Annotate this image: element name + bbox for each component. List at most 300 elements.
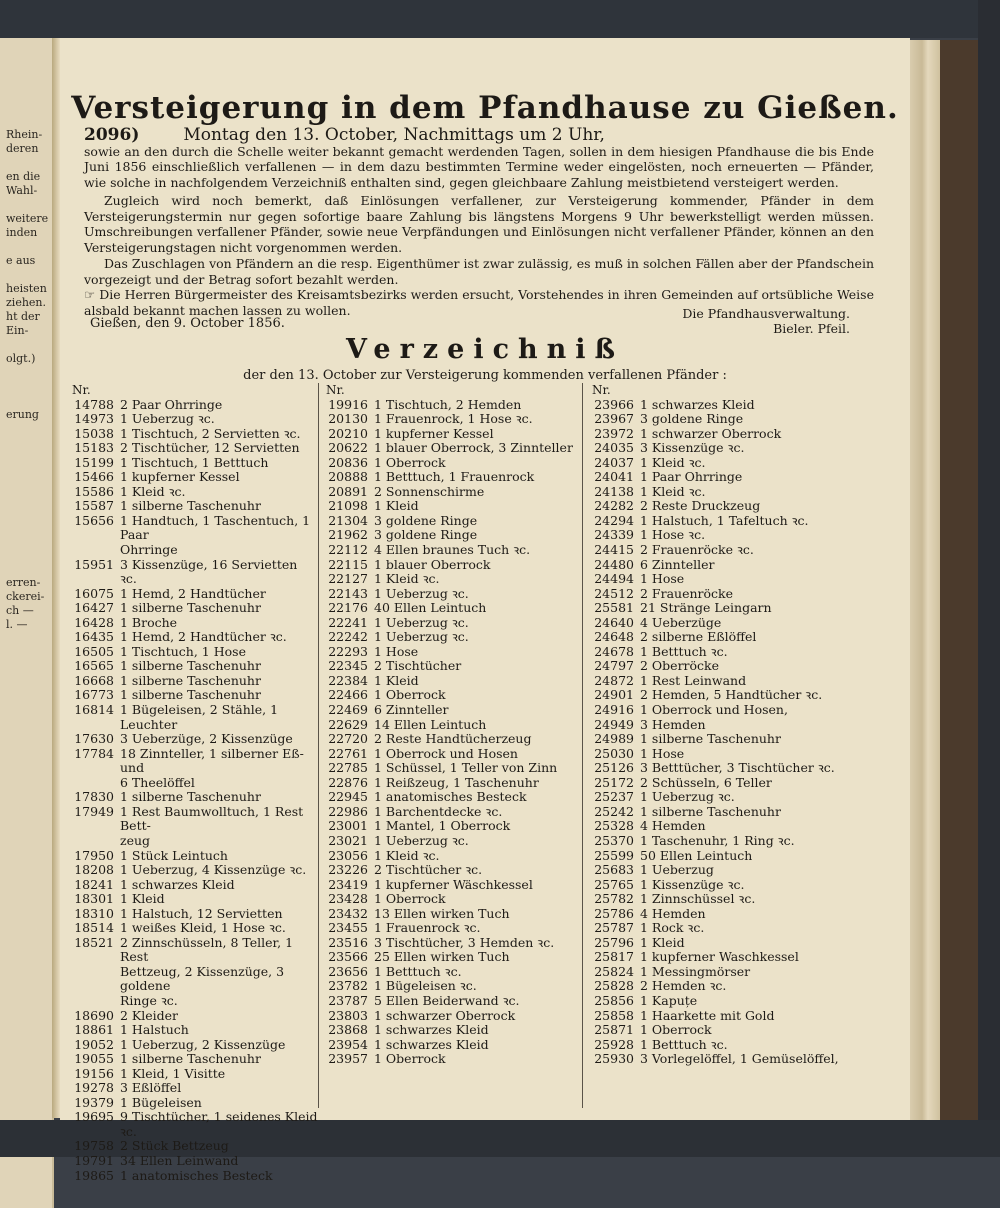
pledge-item: 2 Reste Druckzeug: [640, 498, 761, 514]
pledge-number: 20836: [328, 454, 368, 470]
pledge-number: 24494: [594, 571, 634, 587]
margin-fragment-line: [0, 436, 52, 450]
pledge-number: 24678: [594, 643, 634, 659]
margin-fragment-line: [0, 506, 52, 520]
margin-fragment-line: erren-: [6, 576, 41, 589]
pledge-item: 1 Mantel, 1 Oberrock: [374, 818, 511, 834]
margin-fragment-line: l. —: [6, 618, 28, 631]
pledge-item: 3 Hemden: [640, 716, 706, 732]
pledge-item: 3 Kissenzüge ꝛc.: [640, 440, 745, 456]
pledge-number: 17949: [74, 803, 114, 819]
pledge-row: [66, 834, 318, 849]
pledge-number: 24989: [594, 731, 634, 747]
pledge-item: 1 Bügeleisen ꝛc.: [374, 978, 477, 994]
pledge-item: 1 Ueberzug ꝛc.: [120, 411, 215, 427]
pledge-row: [586, 601, 858, 616]
pledge-row: [66, 485, 318, 500]
nr-header: Nr.: [326, 383, 345, 397]
pledge-item: 1 Hemd, 2 Handtücher ꝛc.: [120, 629, 287, 645]
pledge-row: [586, 921, 858, 936]
pledge-item: 1 Oberrock: [374, 687, 446, 703]
pledge-row: [586, 645, 858, 660]
pledge-row: [66, 1038, 318, 1053]
pledge-row: [586, 1052, 858, 1067]
pledge-row: [320, 747, 582, 762]
pledge-number: 23566: [328, 949, 368, 965]
pledge-item: 1 Oberrock: [374, 1051, 446, 1067]
pledge-number: 25817: [594, 949, 634, 965]
pledge-number: 25782: [594, 891, 634, 907]
pledge-row: [66, 456, 318, 471]
nr-header: Nr.: [592, 383, 611, 397]
pledge-item: 1 Halstuch: [120, 1022, 189, 1038]
pledge-item: 1 Handtuch, 1 Taschentuch, 1 Paar: [120, 512, 311, 543]
pledge-item: 1 Kleid: [120, 891, 165, 907]
pledge-number: 24037: [594, 454, 634, 470]
pledge-item: 3 goldene Ringe: [374, 512, 478, 528]
pledge-row: [66, 1023, 318, 1038]
pledge-item: 1 blauer Oberrock: [374, 556, 491, 572]
pledge-number: 15199: [74, 454, 114, 470]
pledge-column-1: [66, 383, 318, 1183]
pledge-number: 24949: [594, 716, 634, 732]
pledge-number: 24415: [594, 542, 634, 558]
pledge-number: 24035: [594, 440, 634, 456]
pledge-item: 1 Messingmörser: [640, 963, 751, 979]
pledge-row: [586, 543, 858, 558]
pledge-number: 22761: [328, 745, 368, 761]
margin-fragment-line: [0, 548, 52, 562]
pledge-item: 1 Ueberzug ꝛc.: [374, 614, 469, 630]
margin-fragment-line: [0, 366, 52, 380]
margin-fragment-line: olgt.): [6, 352, 36, 365]
scan-background-top: [0, 0, 1000, 38]
pledge-number: 22112: [328, 542, 368, 558]
pledge-number: 24901: [594, 687, 634, 703]
pledge-number: 23782: [328, 978, 368, 994]
pledge-item: 2 Kleider: [120, 1007, 179, 1023]
pledge-number: 25030: [594, 745, 634, 761]
pledge-number: 23972: [594, 425, 634, 441]
pledge-number: 22469: [328, 702, 368, 718]
pledge-number: 22241: [328, 614, 368, 630]
pledge-item: 1 Hose: [374, 643, 419, 659]
pledge-number: 23868: [328, 1022, 368, 1038]
pledge-number: 22466: [328, 687, 368, 703]
pledge-row: [320, 1052, 582, 1067]
pledge-number: 24041: [594, 469, 634, 485]
paragraph-3: Das Zuschlagen von Pfändern an die resp. Eigenthümer ist zwar zulässig, es muß in solchen Fällen aber der Pfandschein vorgezeigt und der Betrag sofort bezahlt werden.: [84, 256, 874, 287]
pledge-item: 1 silberne Taschenuhr: [640, 803, 781, 819]
pledge-item: 1 Kleid ꝛc.: [374, 847, 440, 863]
pledge-number: 16565: [74, 658, 114, 674]
pledge-row: [320, 456, 582, 471]
pledge-number: 25599: [594, 847, 634, 863]
pledge-item: Ohrringe: [120, 542, 178, 558]
pledge-item: 1 Ueberzug ꝛc.: [640, 789, 735, 805]
pledge-row: [586, 907, 858, 922]
pledge-row: [586, 790, 858, 805]
pledge-row: [320, 659, 582, 674]
pledge-number: 19278: [74, 1080, 114, 1096]
pledge-number: 19052: [74, 1036, 114, 1052]
pledge-item: 1 kupferner Waschkessel: [640, 949, 799, 965]
pledge-number: 18310: [74, 905, 114, 921]
margin-fragment-line: ch —: [6, 604, 34, 617]
pledge-number: 16814: [74, 702, 114, 718]
pledge-number: 22345: [328, 658, 368, 674]
nr-header: Nr.: [72, 383, 91, 397]
pledge-column-2: [320, 383, 582, 1067]
margin-fragment-line: [0, 422, 52, 436]
pledge-item: 3 Eßlöffel: [120, 1080, 182, 1096]
pledge-item: 1 silberne Taschenuhr: [640, 731, 781, 747]
pledge-number: 25765: [594, 876, 634, 892]
pledge-row: [586, 732, 858, 747]
pledge-number: 25856: [594, 992, 634, 1008]
pledge-row: [66, 863, 318, 878]
pledge-number: 18208: [74, 862, 114, 878]
pledge-row: [586, 703, 858, 718]
pledge-row: [586, 878, 858, 893]
pledge-item: 2 silberne Eßlöffel: [640, 629, 757, 645]
pledge-row: [320, 441, 582, 456]
pledge-number: 20622: [328, 440, 368, 456]
document-page: [60, 38, 910, 1183]
pledge-number: 17784: [74, 745, 114, 761]
pledge-number: 19916: [328, 396, 368, 412]
pledge-item: Bettzeug, 2 Kissenzüge, 3 goldene: [120, 963, 285, 994]
pledge-row: [586, 805, 858, 820]
pledge-item: 1 Frauenrock ꝛc.: [374, 920, 481, 936]
pledge-row: [66, 587, 318, 602]
pledge-item: 1 Ueberzug ꝛc.: [374, 585, 469, 601]
margin-fragment-line: [0, 520, 52, 534]
page-stack-edge: [910, 40, 940, 1120]
pledge-item: 1 Bügeleisen: [120, 1094, 202, 1110]
pledge-number: 25824: [594, 963, 634, 979]
pledge-row: [66, 732, 318, 747]
pledge-row: [320, 528, 582, 543]
pledge-number: 17950: [74, 847, 114, 863]
pledge-row: [586, 1038, 858, 1053]
pledge-row: [320, 805, 582, 820]
pledge-row: [586, 849, 858, 864]
pledge-item: 1 Ueberzug, 4 Kissenzüge ꝛc.: [120, 862, 307, 878]
pledge-item: 1 anatomisches Besteck: [120, 1167, 273, 1183]
pledge-number: 15587: [74, 498, 114, 514]
pledge-row: [586, 441, 858, 456]
pledge-number: 20891: [328, 483, 368, 499]
pledge-row: [66, 965, 318, 994]
pledge-number: 23957: [328, 1051, 368, 1067]
pledge-item: 4 Ueberzüge: [640, 614, 722, 630]
pledge-item: 2 Oberröcke: [640, 658, 720, 674]
pledge-number: 25126: [594, 760, 634, 776]
pledge-row: [66, 994, 318, 1009]
pledge-row: [586, 528, 858, 543]
pledge-item: 3 Kissenzüge, 16 Servietten ꝛc.: [120, 556, 298, 587]
pledge-row: [66, 1169, 318, 1184]
pledge-row: [320, 587, 582, 602]
pledge-number: 24339: [594, 527, 634, 543]
pledge-number: 23656: [328, 963, 368, 979]
pledge-item: 1 Barchentdecke ꝛc.: [374, 803, 503, 819]
pledge-number: 23516: [328, 934, 368, 950]
signature-block: [682, 306, 850, 336]
pledge-item: zeug: [120, 832, 151, 848]
pledge-number: [66, 543, 120, 558]
pledge-number: 22986: [328, 803, 368, 819]
pledge-number: 19379: [74, 1094, 114, 1110]
pledge-row: [586, 965, 858, 980]
pledge-row: [320, 834, 582, 849]
pledge-item: 1 Schüssel, 1 Teller von Zinn: [374, 760, 558, 776]
pledge-number: 23056: [328, 847, 368, 863]
pledge-row: [66, 907, 318, 922]
pledge-number: 17830: [74, 789, 114, 805]
pledge-row: [320, 790, 582, 805]
pledge-row: [66, 688, 318, 703]
pledge-number: 22720: [328, 731, 368, 747]
pledge-row: [66, 1081, 318, 1096]
pledge-item: 6 Zinnteller: [374, 702, 449, 718]
pledge-item: 2 Stück Bettzeug: [120, 1138, 229, 1154]
pledge-column-3: [586, 383, 858, 1067]
pledge-row: [586, 572, 858, 587]
pledge-item: 3 Vorlegelöffel, 1 Gemüselöffel,: [640, 1051, 839, 1067]
pledge-row: [66, 790, 318, 805]
pledge-row: [586, 674, 858, 689]
pledge-row: [66, 616, 318, 631]
pledge-row: [586, 412, 858, 427]
pledge-row: [586, 514, 858, 529]
pledge-item: 4 Ellen braunes Tuch ꝛc.: [374, 542, 531, 558]
pledge-number: 22876: [328, 774, 368, 790]
pledge-number: [66, 776, 120, 791]
pledge-row: [586, 456, 858, 471]
pledge-row: [320, 645, 582, 660]
pledge-row: [586, 485, 858, 500]
book-cover-edge: [940, 40, 978, 1120]
margin-fragment-line: [0, 534, 52, 548]
pledge-number: 25370: [594, 832, 634, 848]
pledge-row: [586, 718, 858, 733]
pledge-row: [320, 718, 582, 733]
pledge-item: 1 schwarzer Oberrock: [640, 425, 782, 441]
pledge-item: 40 Ellen Leintuch: [374, 600, 487, 616]
signature-authority: Die Pfandhausverwaltung.: [682, 306, 850, 321]
pledge-row: [586, 819, 858, 834]
pledge-row: [320, 674, 582, 689]
pledge-number: 24648: [594, 629, 634, 645]
pledge-number: 22629: [328, 716, 368, 732]
margin-fragment-line: Rhein-: [6, 128, 43, 141]
pledge-number: 24797: [594, 658, 634, 674]
column-divider: [318, 383, 319, 1108]
pledge-item: 2 Tischtücher, 12 Servietten: [120, 440, 300, 456]
pledge-item: 14 Ellen Leintuch: [374, 716, 487, 732]
pledge-row: [66, 412, 318, 427]
pledge-item: 1 schwarzes Kleid: [374, 1036, 489, 1052]
margin-fragment-line: heisten: [6, 282, 47, 295]
pledge-row: [320, 601, 582, 616]
pledge-number: 18861: [74, 1022, 114, 1038]
pledge-row: [586, 470, 858, 485]
pledge-row: [320, 776, 582, 791]
pledge-number: 22785: [328, 760, 368, 776]
pledge-number: 17630: [74, 731, 114, 747]
pledge-number: 23432: [328, 905, 368, 921]
pledge-row: [320, 703, 582, 718]
pledge-number: 23954: [328, 1036, 368, 1052]
pledge-number: 24294: [594, 512, 634, 528]
pledge-number: 22945: [328, 789, 368, 805]
pledge-number: 15183: [74, 440, 114, 456]
pledge-number: 18241: [74, 876, 114, 892]
pledge-item: 1 Stück Leintuch: [120, 847, 228, 863]
pledge-item: 2 Schüsseln, 6 Teller: [640, 774, 772, 790]
pledge-row: [66, 1110, 318, 1139]
pledge-row: [320, 1009, 582, 1024]
pledge-row: [66, 921, 318, 936]
pledge-item: 1 Tischtuch, 2 Hemden: [374, 396, 522, 412]
pledge-item: 6 Theelöffel: [120, 774, 195, 790]
margin-fragment-line: [0, 338, 52, 352]
margin-fragment-line: Wahl-: [6, 184, 38, 197]
margin-fragment-line: [0, 464, 52, 478]
pledge-number: 25928: [594, 1036, 634, 1052]
pledge-number: 19055: [74, 1051, 114, 1067]
pledge-row: [586, 761, 858, 776]
pledge-item: 2 Frauenröcke ꝛc.: [640, 542, 754, 558]
margin-fragment-line: ht der: [6, 310, 40, 323]
pledge-row: [586, 776, 858, 791]
pledge-row: [320, 688, 582, 703]
pledge-item: 1 Ueberzug ꝛc.: [374, 832, 469, 848]
pledge-row: [320, 543, 582, 558]
pledge-number: 16075: [74, 585, 114, 601]
pledge-number: 20888: [328, 469, 368, 485]
pledge-item: 1 Hose: [640, 745, 685, 761]
pledge-row: [586, 834, 858, 849]
pledge-row: [320, 907, 582, 922]
pledge-row: [66, 674, 318, 689]
margin-fragment-line: deren: [6, 142, 39, 155]
pledge-item: 1 silberne Taschenuhr: [120, 498, 261, 514]
pledge-number: 25787: [594, 920, 634, 936]
pledge-item: 1 schwarzes Kleid: [640, 396, 755, 412]
pledge-number: 23455: [328, 920, 368, 936]
pledge-row: [66, 1096, 318, 1111]
pledge-item: 21 Stränge Leingarn: [640, 600, 772, 616]
intro-paragraph: [84, 125, 874, 190]
pledge-item: 4 Hemden: [640, 905, 706, 921]
pledge-row: [320, 732, 582, 747]
pledge-number: 15586: [74, 483, 114, 499]
pledge-row: [586, 950, 858, 965]
pledge-row: [66, 878, 318, 893]
pledge-item: 1 Paar Ohrringe: [640, 469, 743, 485]
pledge-row: [586, 659, 858, 674]
pledge-item: 1 Rest Leinwand: [640, 672, 747, 688]
pledge-row: [320, 572, 582, 587]
pledge-number: 23967: [594, 411, 634, 427]
margin-fragment-line: [0, 380, 52, 394]
paragraph-2: Zugleich wird noch bemerkt, daß Einlösungen verfallener, zur Versteigerung kommender, Pfänder in dem Versteigerungstermin nur gegen sofortige baare Zahlung bis längstens Morgens 9 Uhr bewerkstelligt werden müssen. Umschreibungen verfallener Pfänder, sowie neue Verpfändungen und Einlösungen nicht verfallener Pfänder, können an den Versteigerungstagen nicht vorgenommen werden.: [84, 193, 874, 255]
pledge-number: [66, 994, 120, 1009]
pledge-number: 22242: [328, 629, 368, 645]
pledge-number: 25858: [594, 1007, 634, 1023]
pledge-row: [320, 1038, 582, 1053]
pledge-item: 1 Oberrock: [640, 1022, 712, 1038]
pledge-item: 1 Betttuch ꝛc.: [374, 963, 462, 979]
pledge-item: 1 Taschenuhr, 1 Ring ꝛc.: [640, 832, 795, 848]
pledge-row: [586, 1009, 858, 1024]
pledge-row: [586, 688, 858, 703]
pledge-item: 18 Zinnteller, 1 silberner Eß- und: [120, 745, 304, 776]
pledge-row: [586, 892, 858, 907]
pledge-item: 2 Frauenröcke: [640, 585, 733, 601]
pledge-item: 1 kupferner Kessel: [120, 469, 240, 485]
pledge-row: [320, 499, 582, 514]
margin-fragment-line: e aus: [6, 254, 36, 267]
pledge-row: [320, 950, 582, 965]
pledge-number: 24282: [594, 498, 634, 514]
pledge-item: 2 Paar Ohrringe: [120, 396, 223, 412]
pledge-row: [66, 470, 318, 485]
pledge-item: 1 Tischtuch, 1 Hose: [120, 643, 246, 659]
pledge-item: 1 Kleid ꝛc.: [640, 454, 706, 470]
pledge-number: 23428: [328, 891, 368, 907]
pledge-item: 1 schwarzer Oberrock: [374, 1007, 516, 1023]
pledge-item: 1 kupferner Wäschkessel: [374, 876, 533, 892]
margin-fragment-line: [0, 240, 52, 254]
pledge-item: 1 kupferner Kessel: [374, 425, 494, 441]
pledge-row: [66, 543, 318, 558]
pledge-item: 2 Tischtücher ꝛc.: [374, 862, 483, 878]
pledge-number: 24640: [594, 614, 634, 630]
pledge-item: 1 Oberrock und Hosen,: [640, 702, 788, 718]
pledge-number: 22127: [328, 571, 368, 587]
pledge-row: [66, 776, 318, 791]
margin-fragment-line: [0, 156, 52, 170]
pledge-item: 1 Hose: [640, 571, 685, 587]
pledge-row: [320, 630, 582, 645]
pledge-number: 24138: [594, 483, 634, 499]
pledge-number: 16773: [74, 687, 114, 703]
pledge-item: 1 silberne Taschenuhr: [120, 687, 261, 703]
pledge-item: 1 Kleid, 1 Visitte: [120, 1065, 226, 1081]
adjacent-page-fragment: [0, 38, 54, 1208]
pledge-item: 3 Betttücher, 3 Tischtücher ꝛc.: [640, 760, 835, 776]
pledge-item: 5 Ellen Beiderwand ꝛc.: [374, 992, 520, 1008]
pledge-number: 15656: [74, 512, 114, 528]
pledge-number: 23001: [328, 818, 368, 834]
pledge-row: [320, 878, 582, 893]
pledge-number: 25242: [594, 803, 634, 819]
pledge-number: 19695: [74, 1109, 114, 1125]
book-binding: [52, 38, 60, 1118]
pledge-number: 24916: [594, 702, 634, 718]
pledge-item: 2 Hemden, 5 Handtücher ꝛc.: [640, 687, 823, 703]
pledge-item: 2 Zinnschüsseln, 8 Teller, 1 Rest: [120, 934, 294, 965]
pledge-item: 1 silberne Taschenuhr: [120, 1051, 261, 1067]
pledge-row: [66, 1067, 318, 1082]
pledge-number: 22115: [328, 556, 368, 572]
pledge-item: 1 Bügeleisen, 2 Stähle, 1 Leuchter: [120, 702, 279, 732]
pledge-item: 1 Hose ꝛc.: [640, 527, 706, 543]
